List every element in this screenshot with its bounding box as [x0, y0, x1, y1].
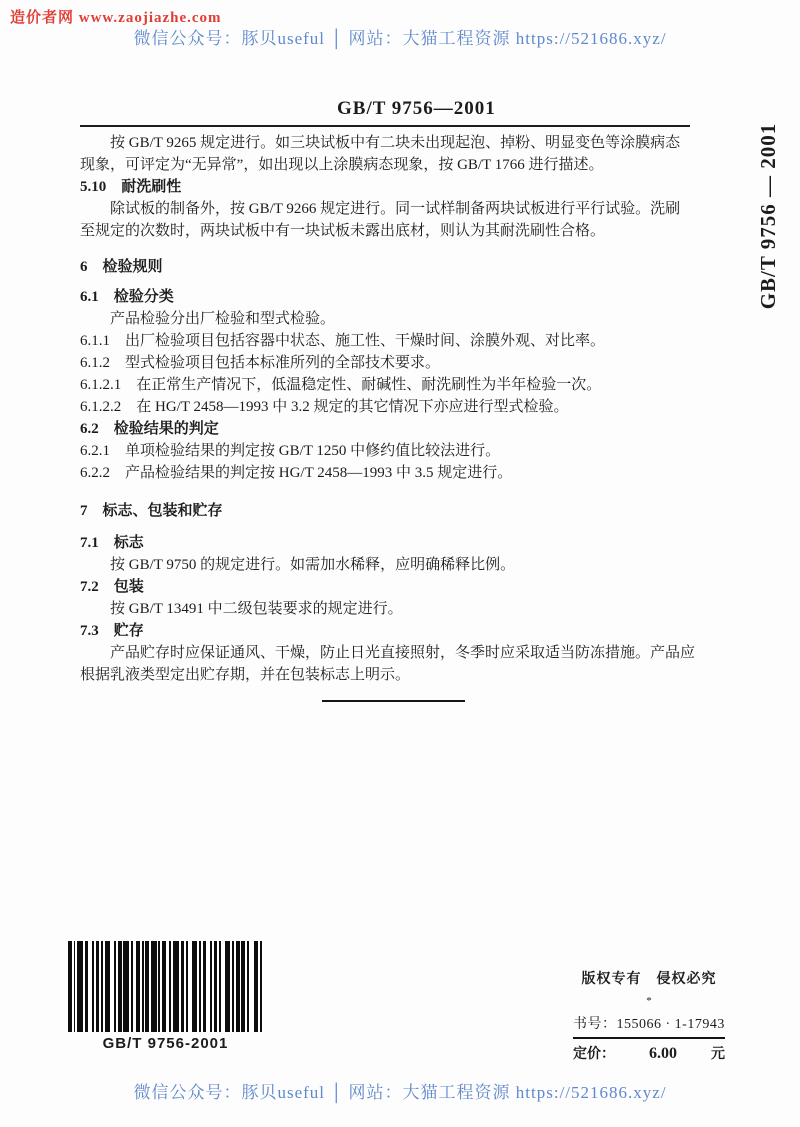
watermark-site-text: 造价者网 www.zaojiazhe.com [10, 10, 222, 26]
header-rule [80, 125, 690, 127]
price-row [573, 1043, 725, 1063]
book-number: 书号：155066 · 1-17943 [573, 1013, 725, 1039]
footer-promo-text: 微信公众号：豚贝useful │ 网站：大猫工程资源 https://521686.xyz/ [133, 1083, 667, 1102]
clause-6-1-1: 6.1.1 出厂检验项目包括容器中状态、施工性、干燥时间、涂膜外观、对比率。 [80, 333, 606, 349]
clause-6-1-2-1: 6.1.2.1 在正常生产情况下，低温稳定性、耐碱性、耐洗刷性为半年检验一次。 [80, 377, 602, 393]
end-of-text-divider [322, 700, 465, 702]
barcode [68, 941, 263, 1052]
price-label: 定价： [573, 1047, 615, 1062]
clause-6-1-2-2: 6.1.2.2 在 HG/T 2458—1993 中 3.2 规定的其它情况下亦应进行型式检验。 [80, 399, 569, 415]
header-promo-text: 微信公众号：豚贝useful │ 网站：大猫工程资源 https://521686.xyz/ [133, 29, 667, 48]
clause-5-9-scrub-eval-paragraph: 按 GB/T 9265 规定进行。如三块试板中有二块未出现起泡、掉粉、明显变色等涂膜病态现象，可评定为“无异常”，如出现以上涂膜病态现象，按 GB/T 1766 进行描述。 [80, 135, 681, 173]
clause-7-3-paragraph: 产品贮存时应保证通风、干燥，防止日光直接照射，冬季时应采取适当防冻措施。产品应根据乳液类型定出贮存期，并在包装标志上明示。 [80, 645, 696, 683]
clause-5-10-paragraph: 除试板的制备外，按 GB/T 9266 规定进行。同一试样制备两块试板进行平行试验。洗刷至规定的次数时，两块试板中有一块试板未露出底材，则认为其耐洗刷性合格。 [80, 201, 681, 239]
heading-5-10-scrub-resistance: 5.10 耐洗刷性 [80, 179, 182, 195]
barcode-label: GB/T 9756-2001 [102, 1035, 229, 1052]
heading-7-1-marking: 7.1 标志 [80, 535, 144, 551]
copyright-notice: 版权专有 侵权必究 [581, 972, 717, 987]
clause-6-2-2: 6.2.2 产品检验结果的判定按 HG/T 2458—1993 中 3.5 规定进行。 [80, 465, 513, 481]
star-separator-icon: * [646, 995, 652, 1007]
price-value: 6.00 [649, 1045, 677, 1062]
heading-7-3-storage: 7.3 贮存 [80, 623, 144, 639]
heading-6-2-result-judgement: 6.2 检验结果的判定 [80, 421, 219, 437]
heading-6-inspection-rules: 6 检验规则 [80, 259, 163, 275]
heading-7-marking-packing-storage: 7 标志、包装和贮存 [80, 503, 223, 519]
colophon [573, 968, 725, 1063]
side-standard-code: GB/T 9756 — 2001 [756, 122, 780, 310]
heading-7-2-packing: 7.2 包装 [80, 579, 144, 595]
clause-6-2-1: 6.2.1 单项检验结果的判定按 GB/T 1250 中修约值比较法进行。 [80, 443, 501, 459]
price-unit: 元 [711, 1047, 725, 1062]
heading-6-1-classification: 6.1 检验分类 [80, 289, 174, 305]
clause-7-2-paragraph: 按 GB/T 13491 中二级包装要求的规定进行。 [110, 601, 403, 617]
clause-7-1-paragraph: 按 GB/T 9750 的规定进行。如需加水稀释，应明确稀释比例。 [110, 557, 516, 573]
barcode-bars [68, 941, 263, 1032]
clause-6-1-2: 6.1.2 型式检验项目包括本标准所列的全部技术要求。 [80, 355, 441, 371]
document-body [80, 132, 695, 686]
clause-6-1-paragraph: 产品检验分出厂检验和型式检验。 [110, 311, 336, 327]
standard-code-title: GB/T 9756—2001 [337, 98, 496, 119]
barcode-bar [260, 941, 262, 1032]
